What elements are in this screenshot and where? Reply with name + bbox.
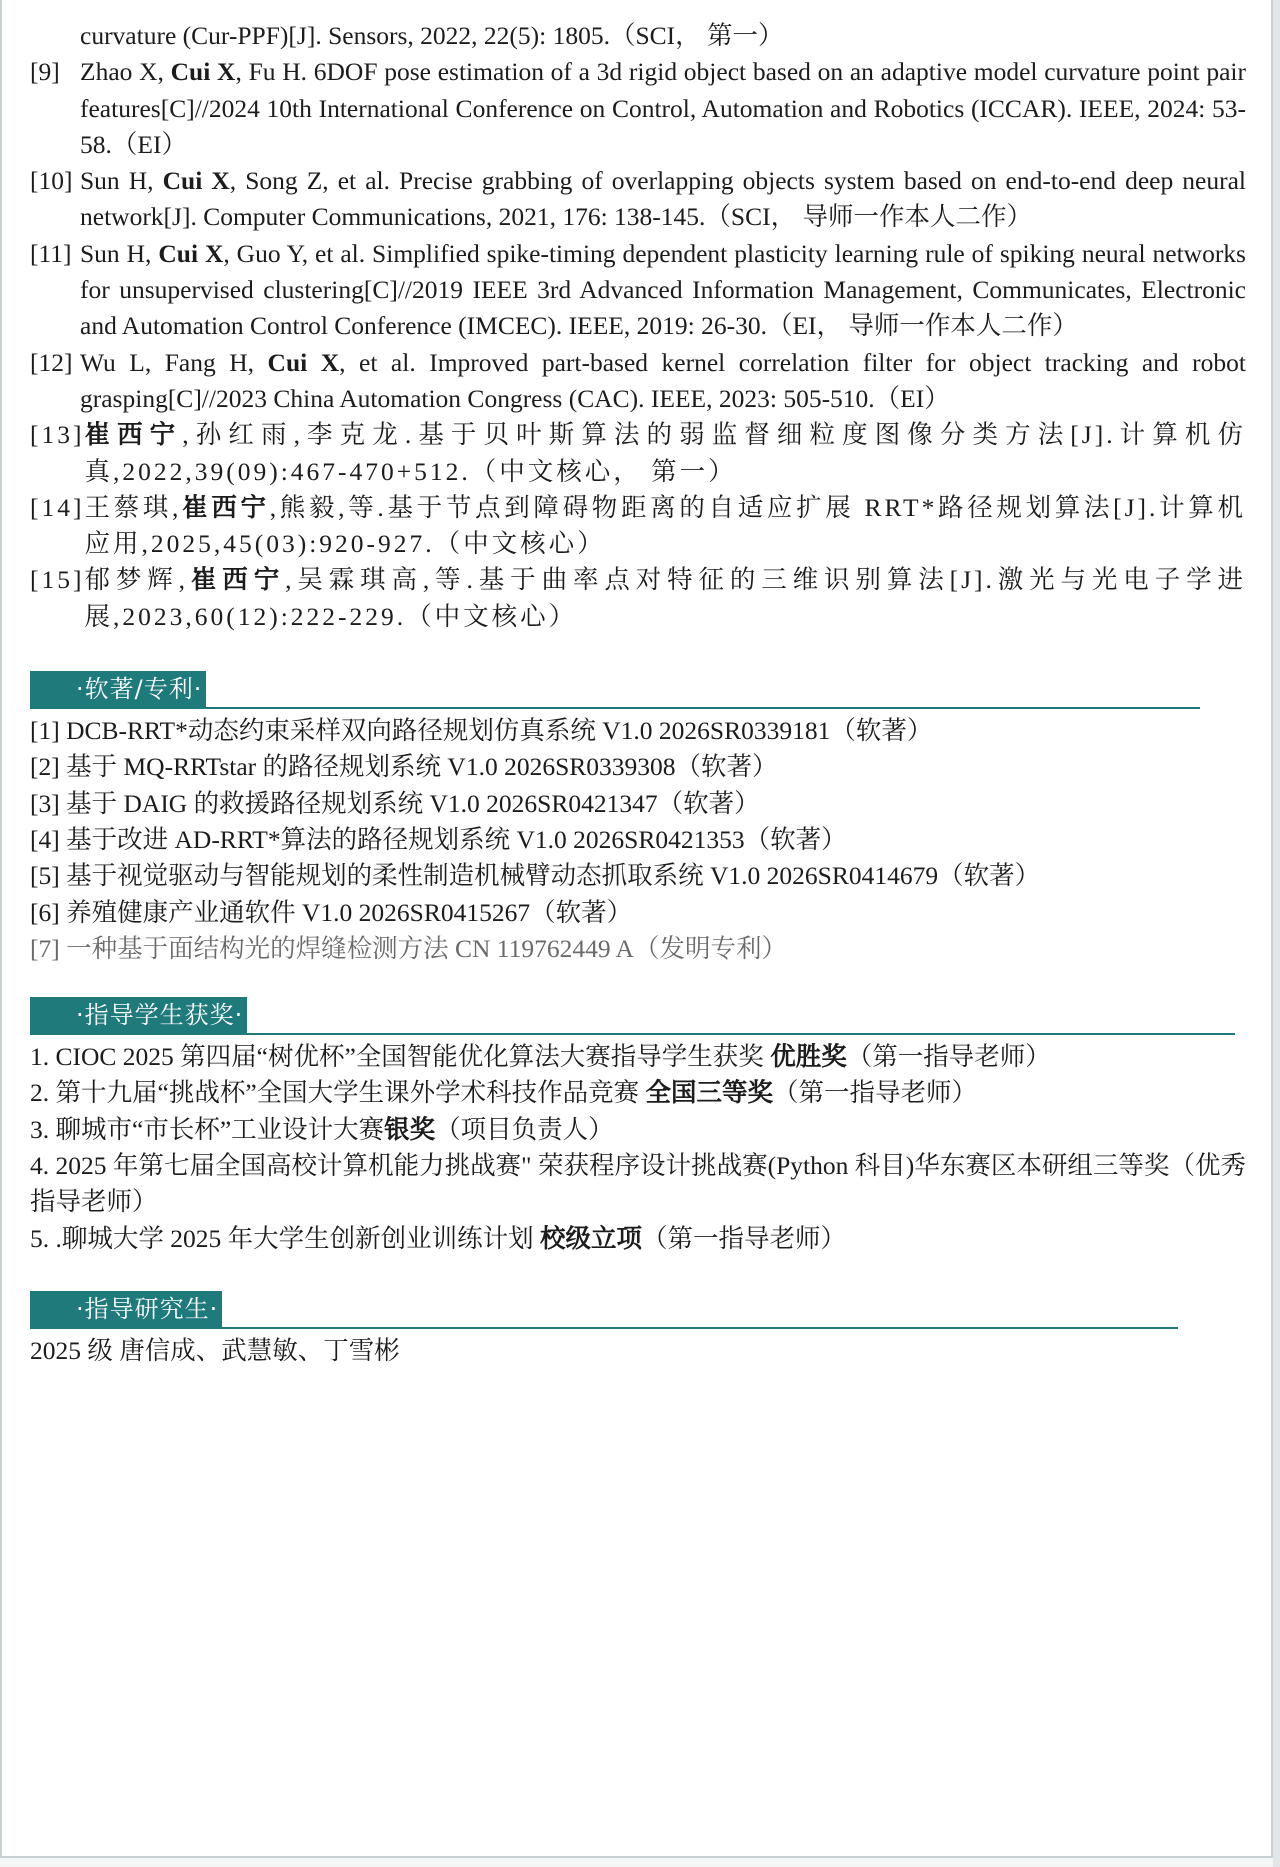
reference-8-tail xyxy=(30,18,1246,54)
reference-number: [9] xyxy=(30,57,60,87)
reference-9 xyxy=(30,54,1246,163)
section-title: ·指导研究生· xyxy=(30,1291,222,1327)
reference-details: ,孙红雨,李克龙.基于贝叶斯算法的弱监督细粒度图像分类方法[J].计算机仿真,2022,39(09):467-470+512.（中文核心， 第一） xyxy=(84,420,1246,486)
award-level: 校级立项 xyxy=(540,1223,643,1253)
reference-details: ,吴霖琪高,等.基于曲率点对特征的三维识别算法[J].激光与光电子学进展,2023,60(12):222-229.（中文核心） xyxy=(84,565,1246,631)
section-header-students xyxy=(30,1291,1246,1329)
highlighted-author: Cui X xyxy=(158,238,224,268)
reference-text xyxy=(84,562,1246,635)
reference-number: [11] xyxy=(30,238,72,268)
list-item: [3] 基于 DAIG 的救援路径规划系统 V1.0 2026SR0421347（软著） xyxy=(30,788,760,818)
highlighted-author: 崔西宁 xyxy=(84,420,183,450)
reference-text xyxy=(84,417,1246,490)
list-item: [7] 一种基于面结构光的焊缝检测方法 CN 119762449 A（发明专利） xyxy=(30,933,787,963)
reference-10 xyxy=(30,163,1246,236)
award-role: （第一指导老师） xyxy=(846,1042,1051,1072)
award-role: （第一指导老师） xyxy=(642,1223,847,1253)
reference-number: [13] xyxy=(30,420,85,450)
award-text: 3. 聊城市“市长杯”工业设计大赛 xyxy=(30,1114,385,1144)
list-item: [6] 养殖健康产业通软件 V1.0 2026SR0415267（软著） xyxy=(30,897,633,927)
award-item-4: 4. 2025 年第七届全国高校计算机能力挑战赛" 荣获程序设计挑战赛(Python 科目)华东赛区本研组三等奖（优秀指导老师） xyxy=(30,1151,1246,1217)
award-level: 优胜奖 xyxy=(770,1042,847,1072)
reference-authors: 王蔡琪, xyxy=(84,492,182,522)
reference-details: , Fu H. 6DOF pose estimation of a 3d rigid object based on an adaptive model curvature point pair features[C]//2024 10th International Conference on Control, Automation and Robotics (ICCAR). IEEE, 2024: 53-58.（EI） xyxy=(80,57,1246,159)
reference-text xyxy=(84,490,1246,563)
section-rule xyxy=(30,707,1200,709)
reference-details: , Song Z, et al. Precise grabbing of overlapping objects system based on end-to-end deep neural network[J]. Computer Communications, 2021, 176: 138-145.（SCI， 导师一作本人二作） xyxy=(80,166,1246,232)
reference-details: , Guo Y, et al. Simplified spike-timing dependent plasticity learning rule of spiking neural networks for unsupervised clustering[C]//2019 IEEE 3rd Advanced Information Management, Communicates, Electronic and Automation Control Conference (IMCEC). IEEE, 2019: 26-30.（EI， 导师一作本人二作） xyxy=(80,238,1246,341)
highlighted-author: Cui X xyxy=(170,57,236,87)
section-rule xyxy=(30,1033,1235,1035)
page-edge xyxy=(1273,0,1280,1867)
award-text: 1. CIOC 2025 第四届“树优杯”全国智能优化算法大赛指导学生获奖 xyxy=(30,1042,771,1072)
award-item-1 xyxy=(30,1039,1246,1075)
reference-11 xyxy=(30,236,1246,345)
highlighted-author: 崔西宁 xyxy=(181,492,270,522)
list-item: [5] 基于视觉驱动与智能规划的柔性制造机械臂动态抓取系统 V1.0 2026SR0414679（软著） xyxy=(30,861,1041,891)
award-text: 5. .聊城大学 2025 年大学生创新创业训练计划 xyxy=(30,1223,541,1253)
award-item-2 xyxy=(30,1075,1246,1111)
reference-14 xyxy=(30,490,1246,563)
reference-15 xyxy=(30,562,1246,635)
award-text: 2. 第十九届“挑战杯”全国大学生课外学术科技作品竞赛 xyxy=(30,1078,646,1108)
awards-list xyxy=(30,1039,1246,1257)
award-role: （第一指导老师） xyxy=(773,1078,978,1108)
students-list: 2025 级 唐信成、武慧敏、丁雪彬 xyxy=(30,1335,400,1365)
section-header-awards xyxy=(30,997,1246,1035)
reference-number: [10] xyxy=(30,166,73,196)
software-list xyxy=(30,713,1246,967)
reference-12 xyxy=(30,345,1246,418)
reference-number: [12] xyxy=(30,347,73,377)
list-item: [1] DCB-RRT*动态约束采样双向路径规划仿真系统 V1.0 2026SR0339181（软著） xyxy=(30,716,933,746)
reference-number: [15] xyxy=(30,565,85,595)
section-title: ·指导学生获奖· xyxy=(30,997,247,1033)
reference-text xyxy=(80,54,1246,163)
reference-authors: Zhao X, xyxy=(80,57,171,87)
list-item: [2] 基于 MQ-RRTstar 的路径规划系统 V1.0 2026SR0339308（软著） xyxy=(30,752,778,782)
reference-text xyxy=(80,163,1246,236)
reference-details: ,熊毅,等.基于节点到障碍物距离的自适应扩展 RRT*路径规划算法[J].计算机应用,2025,45(03):920-927.（中文核心） xyxy=(84,492,1246,559)
reference-text xyxy=(80,345,1246,418)
highlighted-author: Cui X xyxy=(267,347,340,377)
award-level: 银奖 xyxy=(384,1114,436,1144)
award-level: 全国三等奖 xyxy=(645,1078,774,1108)
reference-authors: Sun H, xyxy=(80,166,163,196)
reference-authors: Sun H, xyxy=(80,238,159,268)
reference-text: curvature (Cur-PPF)[J]. Sensors, 2022, 22(5): 1805.（SCI， 第一） xyxy=(80,21,784,50)
list-item: [4] 基于改进 AD-RRT*算法的路径规划系统 V1.0 2026SR0421353（软著） xyxy=(30,824,847,854)
section-title: ·软著/专利· xyxy=(30,671,206,707)
reference-authors: 郁梦辉, xyxy=(84,565,189,595)
award-role: （项目负责人） xyxy=(435,1114,614,1144)
document-content xyxy=(30,18,1246,1369)
highlighted-author: 崔西宁 xyxy=(188,565,286,595)
section-header-software xyxy=(30,671,1246,709)
reference-text xyxy=(80,236,1246,345)
reference-authors: Wu L, Fang H, xyxy=(80,347,268,377)
reference-13 xyxy=(30,417,1246,490)
section-rule xyxy=(30,1327,1178,1329)
highlighted-author: Cui X xyxy=(162,166,230,196)
reference-number: [14] xyxy=(30,492,85,522)
award-item-3 xyxy=(30,1112,1246,1148)
award-item-5 xyxy=(30,1221,1246,1257)
reference-details: , et al. Improved part-based kernel correlation filter for object tracking and robot grasping[C]//2023 China Automation Congress (CAC). IEEE, 2023: 505-510.（EI） xyxy=(80,347,1246,413)
